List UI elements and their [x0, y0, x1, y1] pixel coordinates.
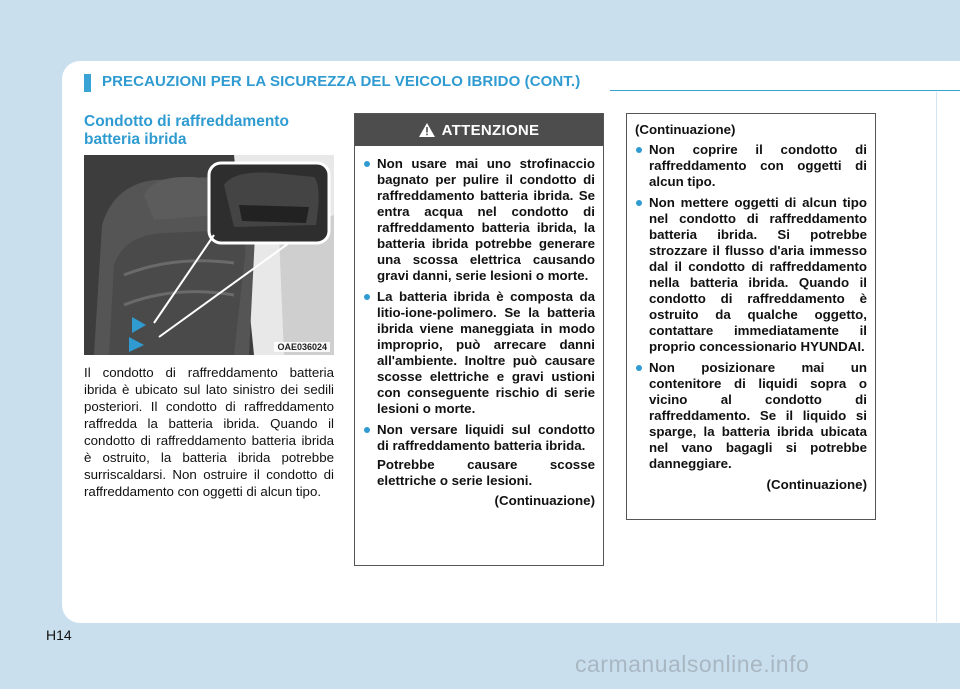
- warning-header: [355, 114, 603, 146]
- continuation-item: Non coprire il condotto di raffreddamento con oggetti di alcun tipo.: [635, 142, 867, 190]
- page-header-title: PRECAUZIONI PER LA SICUREZZA DEL VEICOLO IBRIDO (CONT.): [102, 73, 581, 90]
- header-rule: [610, 90, 960, 91]
- continuation-list: [635, 142, 867, 472]
- warning-continued-label: (Continuazione): [494, 493, 595, 508]
- watermark: carmanualsonline.info: [575, 651, 810, 677]
- margin-line: [936, 92, 937, 622]
- warning-item: Non usare mai uno strofinaccio bagnato per pulire il condotto di raffreddamento batteria ibrida. Se entra acqua nel condotto di raffreddamento batteria ibrida, la batteria ibrida potrebbe generare una scossa elettrica causando gravi danni, serie lesioni o morte.: [363, 156, 595, 284]
- page-number: H14: [46, 627, 72, 643]
- continuation-item: Non mettere oggetti di alcun tipo nel condotto di raffreddamento batteria ibrida. Si potrebbe strozzare il flusso d'aria immesso dal il condotto di raffreddamento nella batteria ibrida. Quando il condotto di raffreddamento è ostruito da qualche oggetto, contattare immediatamente il proprio concessionario HYUNDAI.: [635, 195, 867, 355]
- warning-header-label: ATTENZIONE: [441, 121, 540, 139]
- section-body-text: Il condotto di raffreddamento batteria ibrida è ubicato sul lato sinistro dei sedili posteriori. Il condotto di raffreddamento raffredda la batteria ibrida. Quando il condotto di raffreddamento batteria ibrida è ostruito, la batteria ibrida potrebbe surriscaldarsi. Non ostruire il condotto di raffreddamento con oggetti di alcun tipo.: [84, 365, 334, 499]
- rear-seat-illustration: [84, 155, 334, 355]
- warning-sub-paragraph: Potrebbe causare scosse elettriche o serie lesioni.: [377, 457, 595, 488]
- warning-item: Non versare liquidi sul condotto di raffreddamento batteria ibrida.: [363, 422, 595, 454]
- warning-triangle-icon: [419, 123, 435, 137]
- header-accent-bar: [84, 74, 91, 92]
- section-title: Condotto di raffreddamento batteria ibrida: [84, 113, 289, 148]
- rear-seat-figure: [84, 155, 334, 355]
- warning-list: [363, 156, 595, 454]
- continuation-label-bottom: (Continuazione): [766, 477, 867, 492]
- continuation-label-top: (Continuazione): [635, 122, 736, 137]
- warning-box: [354, 113, 604, 566]
- figure-code: OAE036024: [274, 342, 330, 352]
- continuation-box: [626, 113, 876, 520]
- continuation-item: Non posizionare mai un contenitore di liquidi sopra o vicino al condotto di raffreddamento. Se il liquido si sparge, la batteria ibrida ubicata nel vano bagagli si potrebbe danneggiare.: [635, 360, 867, 472]
- warning-item: La batteria ibrida è composta da litio-ione-polimero. Se la batteria ibrida viene maneggiata in modo improprio, può arrecare danni all'ambiente. Inoltre può causare scosse elettriche e gravi ustioni con conseguente rischio di serie lesioni o morte.: [363, 289, 595, 417]
